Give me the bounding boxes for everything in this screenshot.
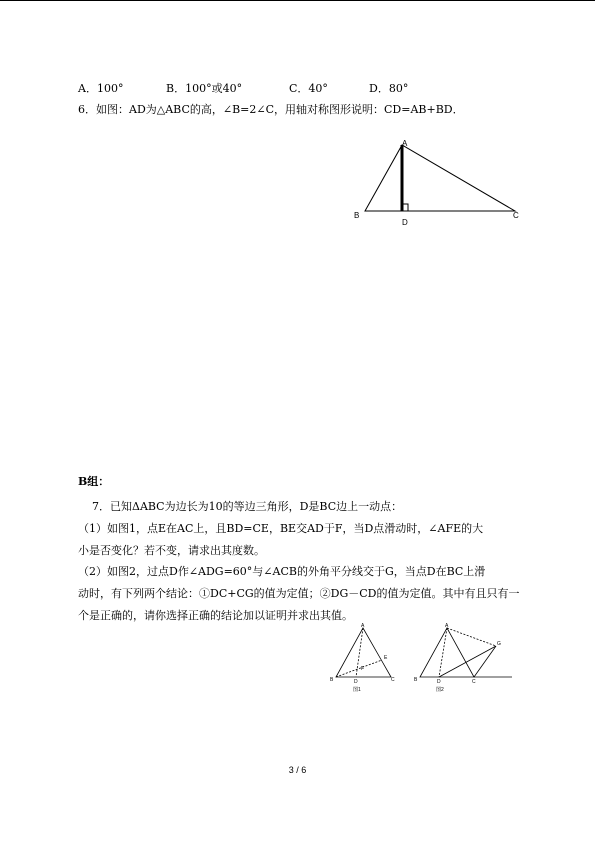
fig1-label-e: E [384, 655, 388, 661]
figure-1 [328, 620, 398, 695]
fig1-caption: 图1 [353, 687, 361, 693]
page-number: 3 / 6 [288, 765, 307, 775]
question-7-part1-line2: 小是否变化？若不变，请求出其度数。 [78, 544, 265, 557]
label-c: C [513, 211, 519, 220]
figure-2 [410, 620, 520, 695]
question-7-part2-line3: 个是正确的，请你选择正确的结论加以证明并求出其值。 [78, 609, 353, 622]
label-d: D [402, 218, 408, 227]
fig2-label-b: B [414, 677, 418, 683]
question-7-part2-line1: （2）如图2，过点D作∠ADG=60°与∠ACB的外角平分线交于G，当点D在BC上滑 [78, 565, 486, 578]
fig2-label-d: D [437, 679, 441, 685]
question-6: 6．如图：AD为△ABC的高，∠B=2∠C，用轴对称图形说明：CD=AB+BD． [78, 103, 464, 116]
fig2-caption: 图2 [436, 687, 444, 693]
fig1-label-b: B [330, 677, 334, 683]
question-7-intro: 7．已知ΔABC为边长为10的等边三角形，D是BC边上一动点： [92, 500, 403, 513]
option-d: D．80° [369, 82, 409, 95]
option-a: A．100° [78, 82, 124, 95]
option-c: C．40° [289, 82, 328, 95]
fig1-label-a: A [361, 623, 365, 629]
fig2-label-g: G [497, 641, 501, 647]
fig2-label-a: A [445, 623, 449, 629]
question-7-part2-line2: 动时，有下列两个结论：①DC+CG的值为定值；②DG－CD的值为定值。其中有且只有一 [78, 587, 520, 600]
label-a: A [402, 139, 408, 148]
label-b: B [354, 211, 360, 220]
option-b: B．100°或40° [166, 82, 243, 95]
fig1-label-c: C [391, 677, 395, 683]
fig2-label-c: C [472, 679, 476, 685]
fig1-label-d: D [354, 679, 358, 685]
header-rule [0, 0, 595, 1]
group-b-heading: B组： [78, 475, 110, 488]
fig1-label-f: F [361, 666, 365, 672]
question-7-part1-line1: （1）如图1，点E在AC上，且BD=CE，BE交AD于F，当D点滑动时，∠AFE的大 [78, 522, 484, 535]
q6-triangle-figure [350, 138, 530, 233]
